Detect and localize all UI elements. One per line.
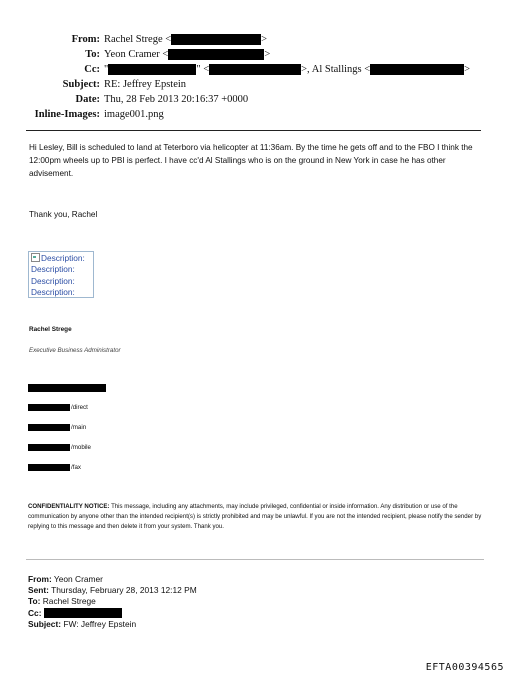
fwd-from-label: From: [28, 574, 52, 584]
to-value: Yeon Cramer < [104, 49, 169, 60]
broken-image-placeholder: Description: Description: Description: Description: [28, 251, 94, 298]
bates-number: EFTA00394565 [425, 662, 504, 673]
redaction [171, 34, 261, 45]
header-inline-images-row [0, 107, 512, 122]
header-to-row: To: Yeon Cramer < > [85, 49, 271, 60]
redaction [28, 464, 70, 471]
confidentiality-text: This message, including any attachments, may include privileged, confidential or inside information. Any distribution or use of the communication by anyone other than the intended recipient(s) is strictly prohibited and may be unlawful. If you are not the intended recipient, please notify the sender by replying to this message and then delete it from your system. Thank you. [28, 503, 482, 530]
confidentiality-notice [28, 502, 486, 532]
phone-direct: /direct [28, 404, 88, 411]
phone-fax: /fax [28, 464, 81, 471]
redaction [108, 64, 196, 75]
fwd-sent-label: Sent: [28, 585, 49, 596]
phone-main: /main [28, 424, 86, 431]
date-label: Date: [75, 94, 100, 105]
header-date-row [0, 92, 512, 107]
redaction [28, 404, 70, 411]
phone-mobile: /mobile [28, 444, 91, 451]
email-header [0, 32, 512, 122]
body-paragraph: Hi Lesley, Bill is scheduled to land at Teterboro via helicopter at 11:36am. By the time he gets off and to the FBO I think the 12:00pm wheels up to PBI is perfect. I have cc'd Al Stallings who is on the ground in New York in case he has other advisement. [29, 143, 473, 178]
header-from-row: From: Rachel Strege < > [71, 34, 268, 45]
redaction [28, 384, 106, 392]
subject-value: RE: Jeffrey Epstein [104, 79, 187, 90]
redaction [370, 64, 464, 75]
fwd-to-value: Rachel Strege [40, 596, 96, 607]
from-value: Rachel Strege < [104, 34, 172, 45]
header-cc-row: Cc: " " < >, Al Stallings < > [84, 64, 471, 75]
redaction [28, 424, 70, 431]
cc-al-stallings: >, Al Stallings < [301, 64, 371, 75]
fwd-to-label: To: [28, 596, 41, 607]
date-value: Thu, 28 Feb 2013 20:16:37 +0000 [104, 94, 249, 105]
redaction [28, 444, 70, 451]
signature-title: Executive Business Administrator [29, 347, 121, 354]
subject-label: Subject: [62, 79, 100, 90]
fwd-subject-value: FW: Jeffrey Epstein [61, 618, 137, 629]
to-label: To: [85, 49, 100, 60]
fwd-subject-label: Subject: [28, 618, 62, 629]
forwarded-header [28, 574, 197, 630]
inline-images-label: Inline-Images: [34, 109, 100, 120]
fwd-from-value: Yeon Cramer [51, 574, 103, 584]
fwd-cc-label: Cc: [28, 607, 42, 618]
fwd-sent-value: Thursday, February 28, 2013 12:12 PM [48, 585, 197, 596]
redaction [209, 64, 301, 75]
redaction [44, 608, 122, 618]
forward-divider [26, 559, 484, 560]
signature-name: Rachel Strege [29, 326, 72, 333]
header-divider [26, 130, 481, 131]
cc-label: Cc: [84, 64, 100, 75]
redaction [168, 49, 264, 60]
from-label: From: [71, 34, 100, 45]
confidentiality-label: CONFIDENTIALITY NOTICE: [28, 503, 110, 510]
body-signoff: Thank you, Rachel [29, 210, 98, 219]
broken-image-icon [31, 253, 40, 262]
inline-images-value: image001.png [104, 109, 164, 120]
header-subject-row [0, 77, 512, 92]
